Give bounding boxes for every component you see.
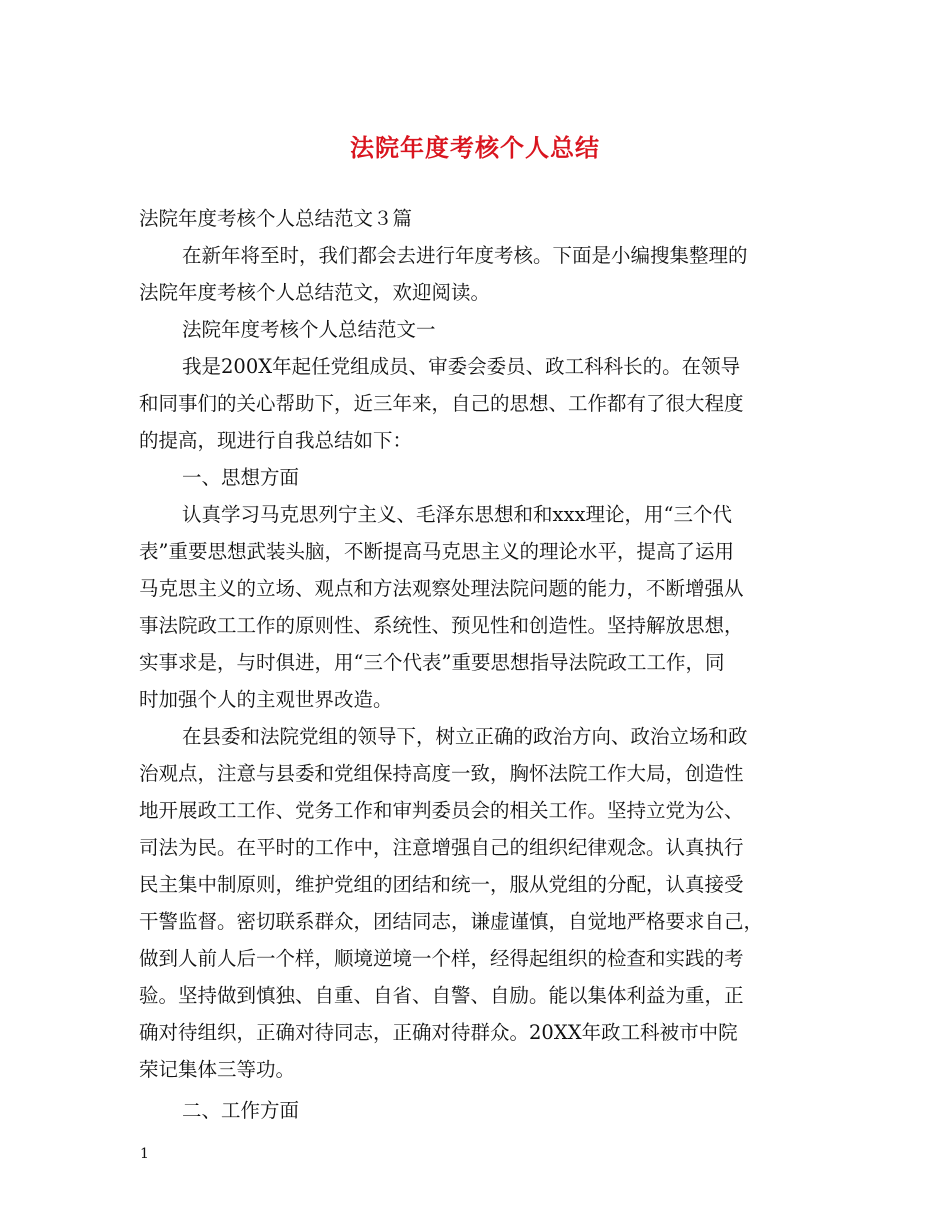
paragraph-line: 在县委和法院党组的领导下，树立正确的政治方向、政治立场和政 [182,725,748,748]
paragraph-line: 做到人前人后一个样，顺境逆境一个样，经得起组织的检查和实践的考 [139,947,744,970]
paragraph-line: 表”重要思想武装头脑，不断提高马克思主义的理论水平，提高了运用 [139,540,734,563]
paragraph-line: 实事求是，与时俱进，用“三个代表”重要思想指导法院政工工作，同 [139,651,725,674]
subtitle-line: 法院年度考核个人总结范文３篇 [139,207,413,230]
paragraph-line: 法院年度考核个人总结范文，欢迎阅读。 [139,281,491,304]
paragraph-line: 干警监督。密切联系群众，团结同志，谦虚谨慎，自觉地严格要求自己， [139,910,764,933]
section-heading: 二、工作方面 [182,1099,300,1122]
paragraph-line: 的提高，现进行自我总结如下： [139,429,413,452]
page-number: 1 [140,1146,149,1162]
document-title: 法院年度考核个人总结 [350,133,600,162]
paragraph-line: 司法为民。在平时的工作中，注意增强自己的组织纪律观念。认真执行 [139,836,744,859]
paragraph-line: 验。坚持做到慎独、自重、自省、自警、自励。能以集体利益为重，正 [139,984,744,1007]
paragraph-line: 确对待组织，正确对待同志，正确对待群众。20XX年政工科被市中院 [139,1021,738,1044]
paragraph-line: 和同事们的关心帮助下，近三年来，自己的思想、工作都有了很大程度 [139,392,744,415]
paragraph-line: 荣记集体三等功。 [139,1058,296,1081]
paragraph-line: 在新年将至时，我们都会去进行年度考核。下面是小编搜集整理的 [182,244,748,267]
paragraph-line: 治观点，注意与县委和党组保持高度一致，胸怀法院工作大局，创造性 [139,762,744,785]
paragraph-line: 马克思主义的立场、观点和方法观察处理法院问题的能力，不断增强从 [139,577,744,600]
document-body [139,200,815,1129]
paragraph-line: 地开展政工工作、党务工作和审判委员会的相关工作。坚持立党为公、 [139,799,744,822]
paragraph-line: 时加强个人的主观世界改造。 [139,688,393,711]
paragraph-line: 我是200X年起任党组成员、审委会委员、政工科科长的。在领导 [182,355,741,378]
section-heading: 法院年度考核个人总结范文一 [182,318,436,341]
section-heading: 一、思想方面 [182,466,300,489]
paragraph-line: 民主集中制原则，维护党组的团结和统一，服从党组的分配，认真接受 [139,873,744,896]
paragraph-line: 认真学习马克思列宁主义、毛泽东思想和和xxx理论，用“三个代 [182,503,732,526]
paragraph-line: 事法院政工工作的原则性、系统性、预见性和创造性。坚持解放思想， [139,614,744,637]
